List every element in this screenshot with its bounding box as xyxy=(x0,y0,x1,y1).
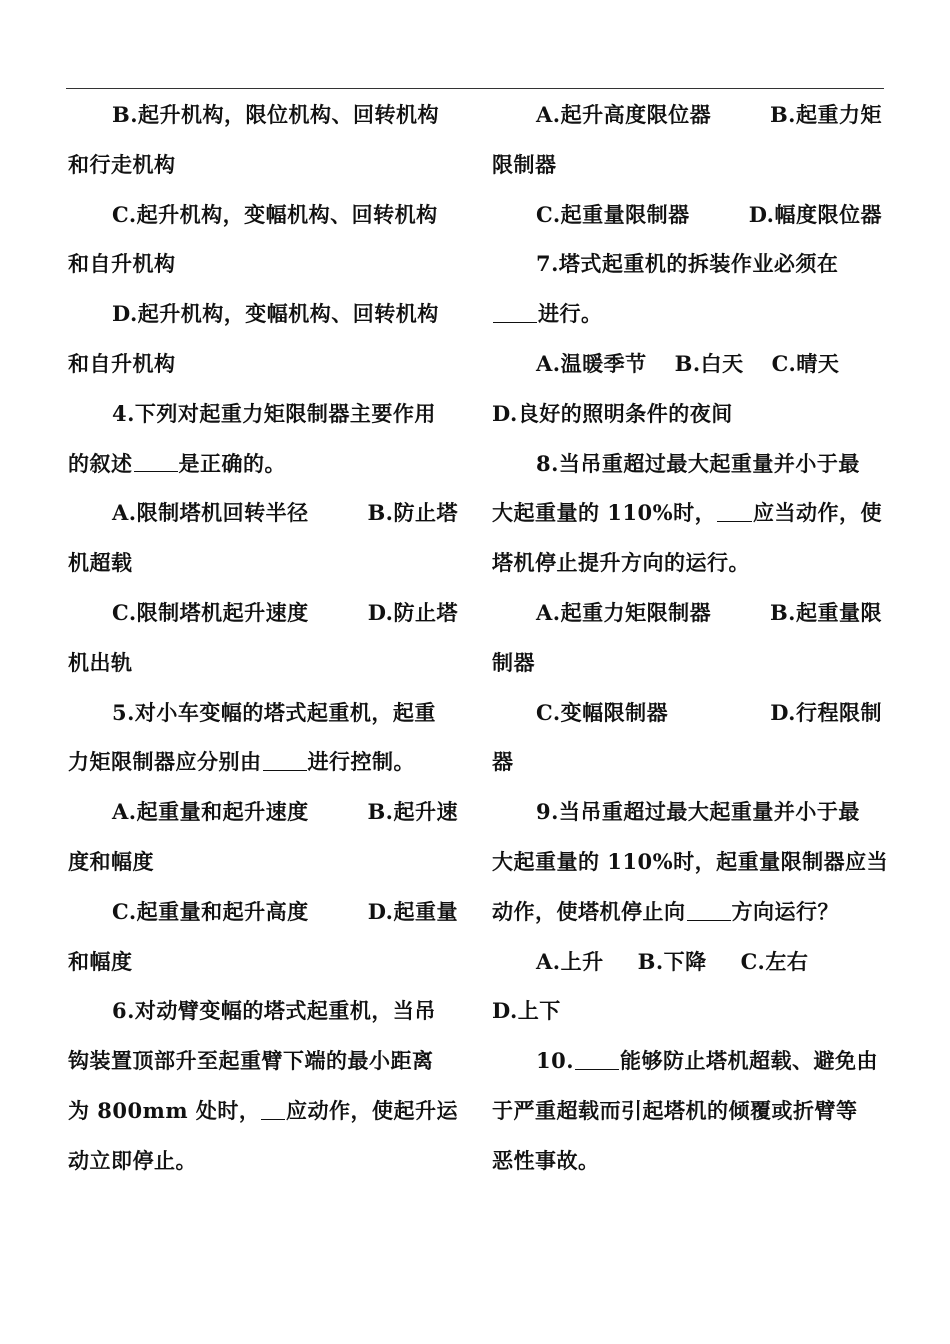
q9-option-b: B.下降 xyxy=(637,948,707,974)
q6-option-c: C.起重量限制器 xyxy=(536,201,690,227)
q7-option-d: D.良好的照明条件的夜间 xyxy=(492,400,733,426)
q6-option-d: D.幅度限位器 xyxy=(748,201,882,227)
q7-answer-blank xyxy=(493,321,537,323)
q7-option-b: B.白天 xyxy=(674,350,744,376)
q8-stem-post: 应当动作，使 xyxy=(753,500,882,526)
q4-option-d: D.防止塔 xyxy=(367,599,458,625)
q4-option-b: B.防止塔 xyxy=(367,500,458,526)
q5-stem: 5.对小车变幅的塔式起重机，起重 xyxy=(112,699,436,725)
q3-option-b-cont: 和行走机构 xyxy=(68,151,176,177)
q5-option-b: B.起升速 xyxy=(367,799,458,825)
q8-option-b: B.起重量限 xyxy=(769,599,882,625)
q6-stem-line4: 动立即停止。 xyxy=(68,1147,197,1173)
q10-stem-post: 能够防止塔机超载、避免由 xyxy=(620,1048,879,1074)
q3-option-d-cont: 和自升机构 xyxy=(68,350,176,376)
q10-answer-blank xyxy=(575,1068,619,1070)
q6-stem: 6.对动臂变幅的塔式起重机，当吊 xyxy=(112,998,436,1024)
q8-option-a: A.起重力矩限制器 xyxy=(536,599,712,625)
q3-option-c-cont: 和自升机构 xyxy=(68,251,176,277)
q7-stem-post: 进行。 xyxy=(538,301,603,327)
q4-stem-cont xyxy=(68,439,458,489)
q5-option-a: A.起重量和起升速度 xyxy=(112,799,309,825)
q10-stem-line2: 于严重超载而引起塔机的倾覆或折臂等 xyxy=(492,1097,858,1123)
q8-stem-line2 xyxy=(492,488,882,538)
q4-option-d-cont: 机出轨 xyxy=(68,649,133,675)
q8-stem-pre: 大起重量的 110%时， xyxy=(492,500,717,526)
q8-options-cd xyxy=(492,688,882,738)
q10-stem-line3: 恶性事故。 xyxy=(492,1147,600,1173)
q4-option-a: A.限制塔机回转半径 xyxy=(112,500,309,526)
q9-answer-blank xyxy=(687,919,731,921)
q9-stem-line2: 大起重量的 110%时，起重量限制器应当 xyxy=(492,848,889,874)
q6-options-cd xyxy=(492,190,882,240)
q8-stem: 8.当吊重超过最大起重量并小于最 xyxy=(536,450,860,476)
q6-answer-blank xyxy=(261,1118,285,1120)
q9-option-c: C.左右 xyxy=(740,948,809,974)
q8-option-b-cont: 制器 xyxy=(492,649,535,675)
q9-options-abc xyxy=(492,937,882,987)
q5-stem-cont xyxy=(68,737,458,787)
q10-number: 10. xyxy=(536,1048,575,1074)
q9-option-a: A.上升 xyxy=(536,948,604,974)
left-column xyxy=(68,90,458,1186)
q7-options-abc xyxy=(492,339,882,389)
q8-options-ab xyxy=(492,588,882,638)
q3-option-c: C.起升机构，变幅机构、回转机构 xyxy=(112,201,438,227)
q8-option-d: D.行程限制 xyxy=(770,699,882,725)
q7-stem: 7.塔式起重机的拆装作业必须在 xyxy=(536,251,839,277)
q9-option-d: D.上下 xyxy=(492,998,561,1024)
q9-stem: 9.当吊重超过最大起重量并小于最 xyxy=(536,799,860,825)
q4-options-ab xyxy=(68,488,458,538)
q3-option-d: D.起升机构，变幅机构、回转机构 xyxy=(112,301,439,327)
q7-option-a: A.温暖季节 xyxy=(536,350,647,376)
q8-stem-line3: 塔机停止提升方向的运行。 xyxy=(492,550,750,576)
q5-stem-post: 进行控制。 xyxy=(307,749,415,775)
q5-option-d-cont: 和幅度 xyxy=(68,948,133,974)
q6-option-b: B.起重力矩 xyxy=(769,102,882,127)
q6-option-b-cont: 限制器 xyxy=(492,151,557,177)
q6-option-a: A.起升高度限位器 xyxy=(536,102,712,127)
right-column xyxy=(492,90,889,1186)
q5-option-c: C.起重量和起升高度 xyxy=(112,898,309,924)
q6-stem-post: 应动作，使起升运 xyxy=(286,1097,458,1123)
q4-stem-pre: 的叙述 xyxy=(68,450,133,476)
q8-option-d-cont: 器 xyxy=(492,749,514,775)
q5-options-ab xyxy=(68,787,458,837)
q5-options-cd xyxy=(68,887,458,937)
q7-option-c: C.晴天 xyxy=(771,350,840,376)
q5-option-b-cont: 度和幅度 xyxy=(68,848,154,874)
q4-stem-post: 是正确的。 xyxy=(178,450,286,476)
q6-options-ab xyxy=(492,90,882,140)
q6-stem-pre: 为 800mm 处时， xyxy=(68,1097,261,1123)
q6-stem-line2: 钩装置顶部升至起重臂下端的最小距离 xyxy=(68,1048,434,1074)
q4-options-cd xyxy=(68,588,458,638)
q9-stem-post: 方向运行？ xyxy=(731,898,839,924)
q9-stem-line3 xyxy=(492,887,882,937)
q3-option-b: B.起升机构，限位机构、回转机构 xyxy=(112,102,440,127)
q4-answer-blank xyxy=(134,470,178,472)
q5-option-d: D.起重量 xyxy=(367,898,458,924)
q5-stem-pre: 力矩限制器应分别由 xyxy=(68,749,262,775)
q10-stem xyxy=(492,1036,882,1086)
q7-stem-cont xyxy=(492,289,882,339)
q8-answer-blank xyxy=(717,520,752,522)
q4-option-b-cont: 机超载 xyxy=(68,550,133,576)
q4-option-c: C.限制塔机起升速度 xyxy=(112,599,309,625)
q6-stem-line3 xyxy=(68,1086,458,1136)
q5-answer-blank xyxy=(263,769,307,771)
q4-stem: 4.下列对起重力矩限制器主要作用 xyxy=(112,400,436,426)
header-rule xyxy=(66,88,884,89)
q8-option-c: C.变幅限制器 xyxy=(536,699,669,725)
q9-stem-pre: 动作，使塔机停止向 xyxy=(492,898,686,924)
